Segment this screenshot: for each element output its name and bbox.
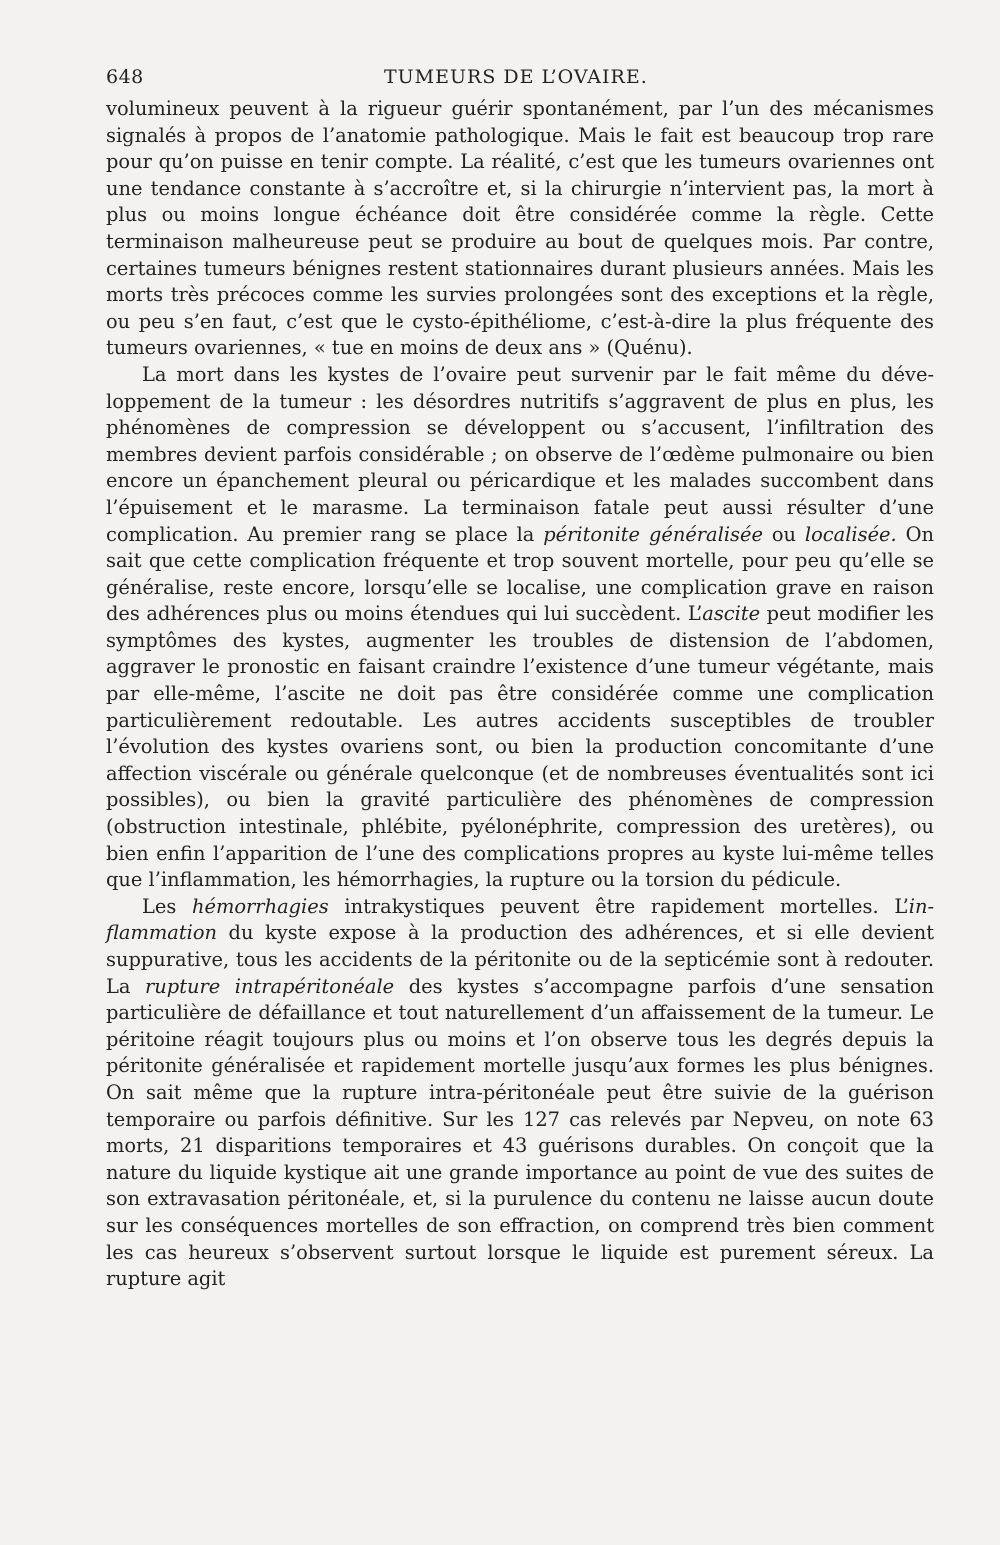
text-run: La mort dans les kystes de l’ovaire peut survenir par le fait même du développement de la tumeur : les désordres nutritifs s’aggravent de plus en plus, les phénomènes de compression se développent ou s’accusent, l’infiltration des membres devient parfois considérable ; on observe de l’œdème pulmonaire ou bien encore un épanchement pleural ou péricardique et les malades succombent dans l’épuisement et le marasme. La terminaison fatale peut aussi résulter d’une complication. Au premier rang se place la [106, 362, 934, 546]
text-run: des kystes s’accompagne parfois d’une sensation particulière de défaillance et tout naturellement d’un affaissement de la tumeur. Le péritoine réagit toujours plus ou moins et l’on observe tous les degrés depuis la péritonite généralisée et rapidement mortelle jusqu’aux formes les plus bénignes. On sait même que la rupture intra-péritonéale peut être suivie de la guérison temporaire ou parfois définitive. Sur les 127 cas relevés par Nepveu, on note 63 morts, 21 disparitions temporaires et 43 guérisons durables. On conçoit que la nature du liquide kystique ait une grande importance au point de vue des suites de son extravasation péritonéale, et, si la purulence du contenu ne laisse aucun doute sur les conséquences mortelles de son effraction, on comprend très bien comment les cas heureux s’observent surtout lorsque le liquide est purement séreux. La rupture agit [106, 974, 935, 1291]
text-run: peut modifier les symptômes des kystes, augmenter les troubles de distension de l’abdomen, aggraver le pronostic en faisant craindre l’existence d’une tumeur végétante, mais par elle-même, l’ascite ne doit pas être considérée comme une complication particulièrement redoutable. Les autres accidents susceptibles de troubler l’évolution des kystes ovariens sont, ou bien la production concomitante d’une affection viscérale ou générale quelconque (et de nombreuses éventualités sont ici possibles), ou bien la gravité particulière des phénomènes de compression (obstruction intestinale, phlébite, pyélonéphrite, compression des uretères), ou bien enfin l’apparition de l’une des complications propres au kyste lui-même telles que l’inflammation, les hémorrhagies, la rupture ou la torsion du pédicule. [106, 602, 934, 892]
body-text [106, 96, 934, 1293]
page-number: 648 [106, 66, 144, 88]
text-run: intrakystiques peuvent être rapidement mortelles. L’ [328, 894, 909, 918]
text-run: Les [142, 894, 193, 918]
text-run: On sait que cette complication fréquente et trop souvent mortelle, pour peu qu’elle se généralise, reste encore, lorsqu’elle se localise, une complication grave en raison des adhérences plus ou moins étendues qui lui succèdent. L’ [106, 522, 934, 626]
running-head [106, 62, 934, 96]
running-title: TUMEURS DE L’OVAIRE. [384, 66, 648, 88]
paragraph [106, 96, 934, 362]
italic-term: péritonite généralisée [543, 522, 763, 546]
paragraph [106, 362, 934, 894]
paragraph [106, 894, 934, 1293]
italic-term: localisée. [804, 522, 897, 546]
italic-term: rupture intrapéritonéale [145, 974, 395, 998]
italic-term: inflammation [106, 894, 935, 945]
text-run: volumineux peuvent à la rigueur guérir spontanément, par l’un des mécanismes signalés à propos de l’anatomie pathologique. Mais le fait est beaucoup trop rare pour qu’on puisse en tenir compte. La réalité, c’est que les tumeurs ovariennes ont une tendance constante à s’accroître et, si la chirurgie n’intervient pas, la mort à plus ou moins longue échéance doit être considérée comme la règle. Cette terminaison malheureuse peut se produire au bout de quelques mois. Par contre, certaines tumeurs bénignes restent stationnaires durant plusieurs années. Mais les morts très précoces comme les survies prolongées sont des exceptions et la règle, ou peu s’en faut, c’est que le cysto-épithéliome, c’est-à-dire la plus fréquente des tumeurs ovariennes, « tue en moins de deux ans » (Quénu). [106, 97, 934, 360]
text-run: ou [762, 522, 805, 546]
italic-term: hémorrhagies [192, 894, 329, 918]
italic-term: ascite [702, 602, 761, 626]
text-run: du kyste expose à la production des adhérences, et si elle devient suppurative, tous les accidents de la péritonite ou de la septicémie sont à redouter. La [106, 921, 934, 998]
